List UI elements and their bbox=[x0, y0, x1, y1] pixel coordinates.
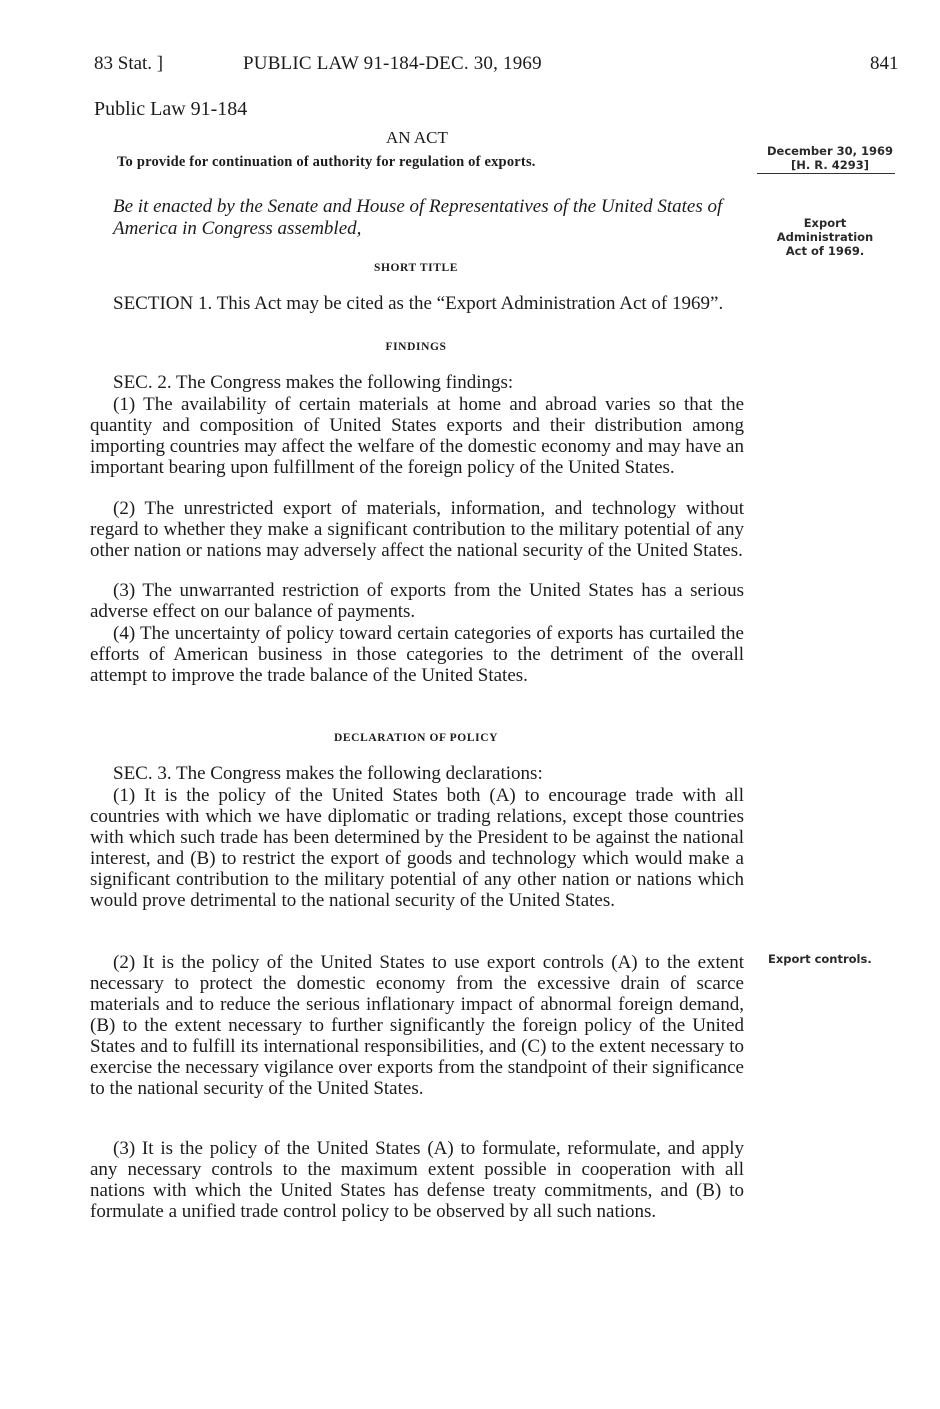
margin-note-short-title: Export Administration Act of 1969. bbox=[776, 216, 874, 258]
section-2-intro: SEC. 2. The Congress makes the following findings: bbox=[113, 372, 514, 393]
finding-1: (1) The availability of certain materials at home and abroad varies so that the quantity and composition of United States exports and their distribution among importing countries may affect the welfare of the domestic economy and may have an important bearing upon fulfillment of the foreign policy of the United States. bbox=[90, 394, 744, 478]
finding-4: (4) The uncertainty of policy toward certain categories of exports has curtailed the efforts of American business in those categories to the detriment of the overall attempt to improve the trade balance of the United States. bbox=[90, 623, 744, 686]
margin-note-export-controls: Export controls. bbox=[768, 952, 872, 966]
an-act-heading: AN ACT bbox=[386, 128, 448, 147]
declaration-1: (1) It is the policy of the United States both (A) to encourage trade with all countries with which we have diplomatic or trading relations, except those countries with which such trade has been determined by the President to be against the national interest, and (B) to restrict the export of goods and technology which would make a significant contribution to the military potential of any other nation or nations which would prove detrimental to the national security of the United States. bbox=[90, 785, 744, 911]
stat-reference: 83 Stat. ] bbox=[94, 53, 164, 74]
enacting-clause: Be it enacted by the Senate and House of Representatives of the United States of America in Congress assembled, bbox=[113, 196, 723, 239]
section-3-intro: SEC. 3. The Congress makes the following declarations: bbox=[113, 763, 543, 784]
findings-heading: FINDINGS bbox=[385, 341, 447, 353]
margin-note-date: December 30, 1969 bbox=[766, 144, 894, 158]
declaration-heading: DECLARATION OF POLICY bbox=[333, 732, 499, 744]
finding-2: (2) The unrestricted export of materials, information, and technology without regard to whether they make a significant contribution to the military potential of any other nation or nations may adversely affect the national security of the United States. bbox=[90, 498, 744, 561]
running-head-title: PUBLIC LAW 91-184-DEC. 30, 1969 bbox=[243, 53, 542, 74]
finding-3: (3) The unwarranted restriction of exports from the United States has a serious adverse effect on our balance of payments. bbox=[90, 580, 744, 622]
page-number: 841 bbox=[870, 53, 899, 74]
declaration-3: (3) It is the policy of the United States (A) to formulate, reformulate, and apply any necessary controls to the maximum extent possible in cooperation with all nations with which the United States has defense treaty commitments, and (B) to formulate a unified trade control policy to be observed by all such nations. bbox=[90, 1138, 744, 1222]
margin-rule bbox=[757, 173, 895, 174]
section-1-text: SECTION 1. This Act may be cited as the “Export Administration Act of 1969”. bbox=[113, 293, 724, 314]
short-title-heading: SHORT TITLE bbox=[373, 262, 459, 274]
margin-note-bill: [H. R. 4293] bbox=[791, 158, 869, 172]
declaration-2: (2) It is the policy of the United States to use export controls (A) to the extent necessary to protect the domestic economy from the excessive drain of scarce materials and to reduce the serious inflationary impact of abnormal foreign demand, (B) to the extent necessary to further significantly the foreign policy of the United States and to fulfill its international responsibilities, and (C) to the extent necessary to exercise the necessary vigilance over exports from the standpoint of their significance to the national security of the United States. bbox=[90, 952, 744, 1099]
public-law-label: Public Law 91-184 bbox=[94, 98, 248, 120]
act-purpose: To provide for continuation of authority for regulation of exports. bbox=[117, 154, 536, 170]
